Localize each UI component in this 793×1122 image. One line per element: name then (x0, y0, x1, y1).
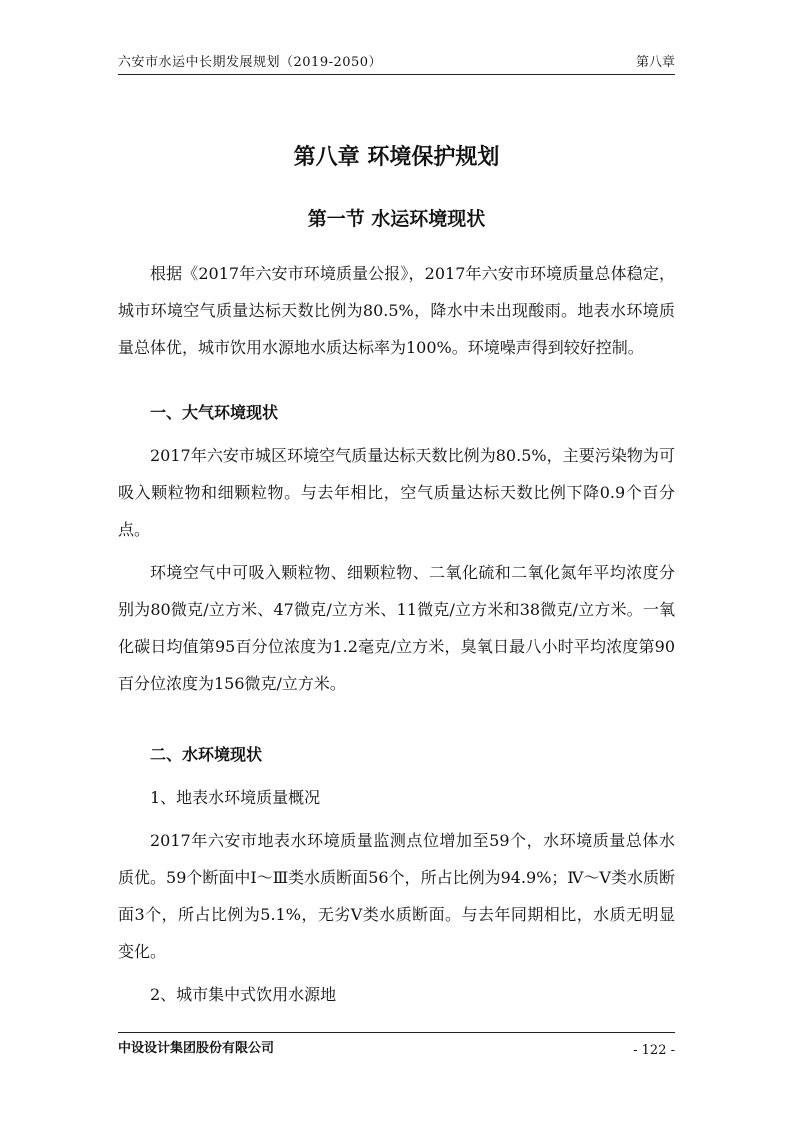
subheading-surface-water: 1、地表水环境质量概况 (150, 788, 321, 807)
page-header (118, 50, 675, 75)
heading-water-environment: 二、水环境现状 (150, 745, 263, 764)
page-footer (118, 1032, 675, 1073)
intro-paragraph: 根据《2017年六安市环境质量公报》，2017年六安市环境质量总体稳定，城市环境空气质量达标天数比例为80.5%，降水中未出现酸雨。地表水环境质量总体优，城市饮用水源地水质达标率为100%。环境噪声得到较好控制。 (118, 264, 675, 357)
document-body (118, 255, 675, 1013)
water-paragraph-1: 2017年六安市地表水环境质量监测点位增加至59个，水环境质量总体水质优。59个断面中Ⅰ～Ⅲ类水质断面56个，所占比例为94.9%；Ⅳ～Ⅴ类水质断面3个，所占比例为5.1%，无劣Ⅴ类水质断面。与去年同期相比，水质无明显变化。 (118, 831, 675, 961)
heading-air-environment: 一、大气环境现状 (150, 403, 279, 422)
footer-company: 中设设计集团股份有限公司 (118, 1041, 275, 1056)
header-chapter-label: 第八章 (635, 55, 675, 70)
section-title: 第一节 水运环境现状 (307, 208, 486, 230)
air-paragraph-1: 2017年六安市城区环境空气质量达标天数比例为80.5%，主要污染物为可吸入颗粒物和细颗粒物。与去年相比，空气质量达标天数比例下降0.9个百分点。 (118, 446, 675, 539)
subheading-drinking-water: 2、城市集中式饮用水源地 (150, 985, 337, 1004)
chapter-title: 第八章 环境保护规划 (293, 145, 500, 170)
header-doc-title: 六安市水运中长期发展规划（2019-2050） (118, 55, 383, 70)
page-number: - 122 - (633, 1043, 675, 1058)
air-paragraph-2: 环境空气中可吸入颗粒物、细颗粒物、二氧化硫和二氧化氮年平均浓度分别为80微克/立方米、47微克/立方米、11微克/立方米和38微克/立方米。一氧化碳日均值第95百分位浓度为1.2毫克/立方米，臭氧日最八小时平均浓度第90百分位浓度为156微克/立方米。 (118, 563, 675, 693)
